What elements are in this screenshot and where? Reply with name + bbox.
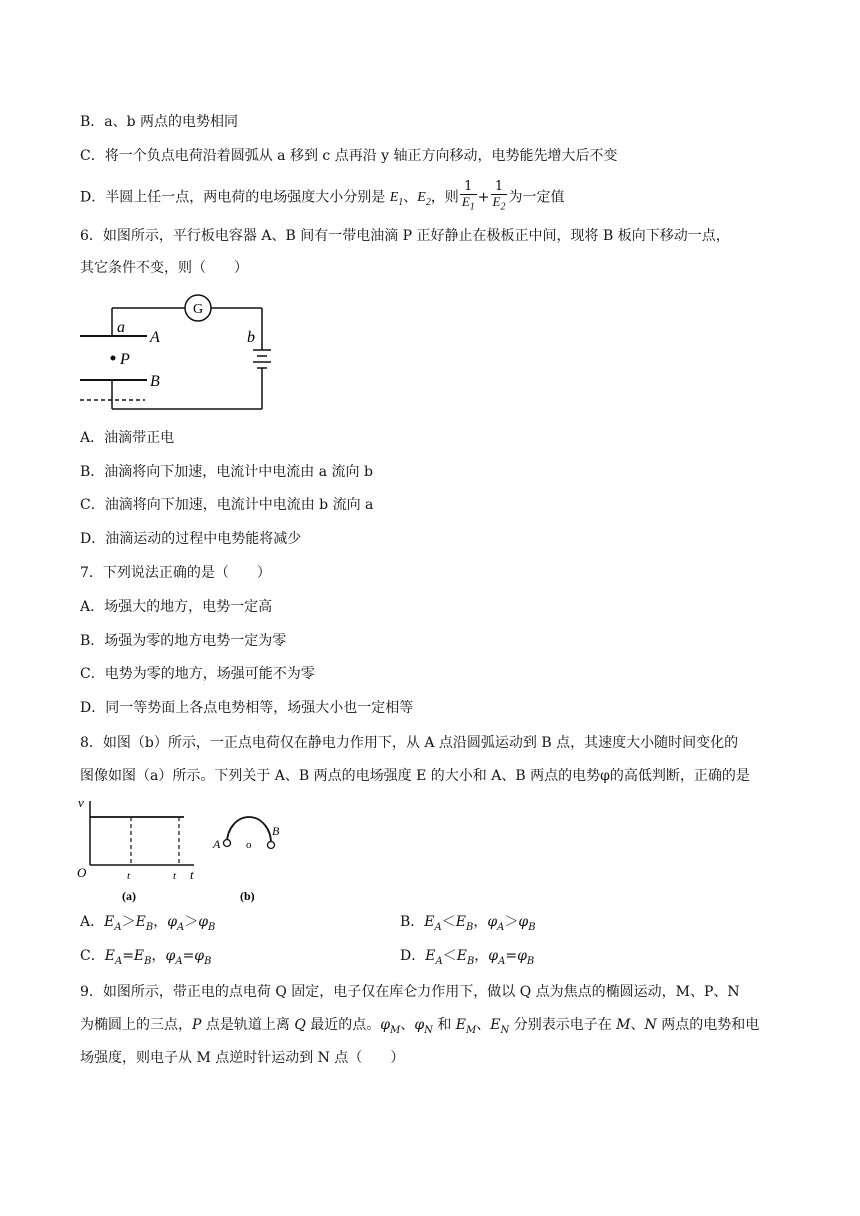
q5-e2: $E_2$ xyxy=(417,190,431,209)
q7-stem: 7．下列说法正确的是（ ） xyxy=(80,565,271,581)
q6-stem-line1: 6．如图所示，平行板电容器 A、B 间有一带电油滴 P 正好静止在极板正中间，现将 B 板向下移动一点， xyxy=(80,228,730,244)
q5-mid: ，则 xyxy=(430,189,459,206)
q8-stem-line1: 8．如图（b）所示，一正点电荷仅在静电力作用下，从 A 点沿圆弧运动到 B 点，其速度大小随时间变化的 xyxy=(80,735,739,751)
q6-option-b: B．油滴将向下加速，电流计中电流由 a 流向 b xyxy=(80,464,373,480)
q8-option-d: D．$E_A<E_B$，$\varphi_A=\varphi_B$ xyxy=(400,948,535,967)
tick-tb: t xyxy=(173,870,177,882)
label-a: a xyxy=(117,319,125,336)
q7-option-a: A．场强大的地方，电势一定高 xyxy=(80,599,273,615)
oil-drop xyxy=(111,356,116,361)
q6-option-c: C．油滴将向下加速，电流计中电流由 b 流向 a xyxy=(80,497,374,513)
q7-option-b: B．场强为零的地方电势一定为零 xyxy=(80,633,287,649)
q8-option-b: B．$E_A<E_B$，$\varphi_A>\varphi_B$ xyxy=(400,914,536,933)
q5-fraction-2: $\frac{1}{E_2}$ xyxy=(492,179,506,213)
label-center-o: o xyxy=(246,839,252,851)
caption-a: (a) xyxy=(122,889,136,903)
tick-ta: t xyxy=(127,870,131,882)
q5-option-b: B．a、b 两点的电势相同 xyxy=(80,114,239,130)
label-p: P xyxy=(120,351,130,368)
q8-stem-line2: 图像如图（a）所示。下列关于 A、B 两点的电场强度 E 的大小和 A、B 两点的电势φ的高低判断，正确的是 xyxy=(80,768,750,784)
q6-circuit-diagram xyxy=(75,292,275,414)
q5-option-d-suffix: 为一定值 xyxy=(508,189,565,206)
q9-stem-line2: 为椭圆上的三点，P 点是轨道上离 Q 最近的点。$\varphi_M$、$\varphi_N$ 和 $E_M$、$E_N$ 分别表示电子在 M、N 两点的电势和电 xyxy=(80,1017,760,1036)
q8-option-c: C．$E_A=E_B$，$\varphi_A=\varphi_B$ xyxy=(80,948,212,967)
q9-stem-line3: 场强度，则电子从 M 点逆时针运动到 N 点（ ） xyxy=(80,1050,405,1066)
point-a-circle xyxy=(224,840,231,847)
q5-plus: + xyxy=(477,189,490,206)
axis-v: v xyxy=(78,795,84,810)
q5-sep: 、 xyxy=(403,189,418,206)
point-b-circle xyxy=(268,842,275,849)
axis-t: t xyxy=(190,867,194,882)
q5-e1: $E_1$ xyxy=(389,190,404,209)
q7-option-d: D．同一等势面上各点电势相等，场强大小也一定相等 xyxy=(80,700,414,716)
q5-option-d-prefix: D．半圆上任一点，两电荷的电场强度大小分别是 xyxy=(80,189,386,206)
q5-fraction-1: $\frac{1}{E_1}$ xyxy=(461,179,475,213)
q8-option-a xyxy=(80,912,215,938)
q8-option-a-text: A．$E_A>E_B$，$\varphi_A>\varphi_B$ xyxy=(80,914,216,933)
q5-option-d xyxy=(80,179,565,213)
label-g: G xyxy=(192,302,204,317)
label-plate-a: A xyxy=(150,329,160,346)
label-b: b xyxy=(247,329,255,346)
q6-option-d: D．油滴运动的过程中电势能将减少 xyxy=(80,531,302,547)
caption-b: (b) xyxy=(240,889,255,903)
q7-option-c: C．电势为零的地方，场强可能不为零 xyxy=(80,666,315,682)
q8-velocity-time-graph xyxy=(72,793,202,903)
q6-stem-line2: 其它条件不变，则（ ） xyxy=(80,260,248,276)
q8-arc-diagram xyxy=(205,805,295,903)
q5-option-c: C．将一个负点电荷沿着圆弧从 a 移到 c 点再沿 y 轴正方向移动，电势能先增大后不变 xyxy=(80,148,618,164)
origin-o: O xyxy=(77,865,87,880)
q6-option-a: A．油滴带正电 xyxy=(80,430,175,446)
q9-stem-line1: 9．如图所示，带正电的点电荷 Q 固定，电子仅在库仑力作用下，做以 Q 点为焦点的椭圆运动，M、P、N xyxy=(80,984,740,1000)
label-plate-b: B xyxy=(150,373,160,390)
label-arc-b: B xyxy=(272,824,280,838)
label-arc-a: A xyxy=(213,837,221,851)
